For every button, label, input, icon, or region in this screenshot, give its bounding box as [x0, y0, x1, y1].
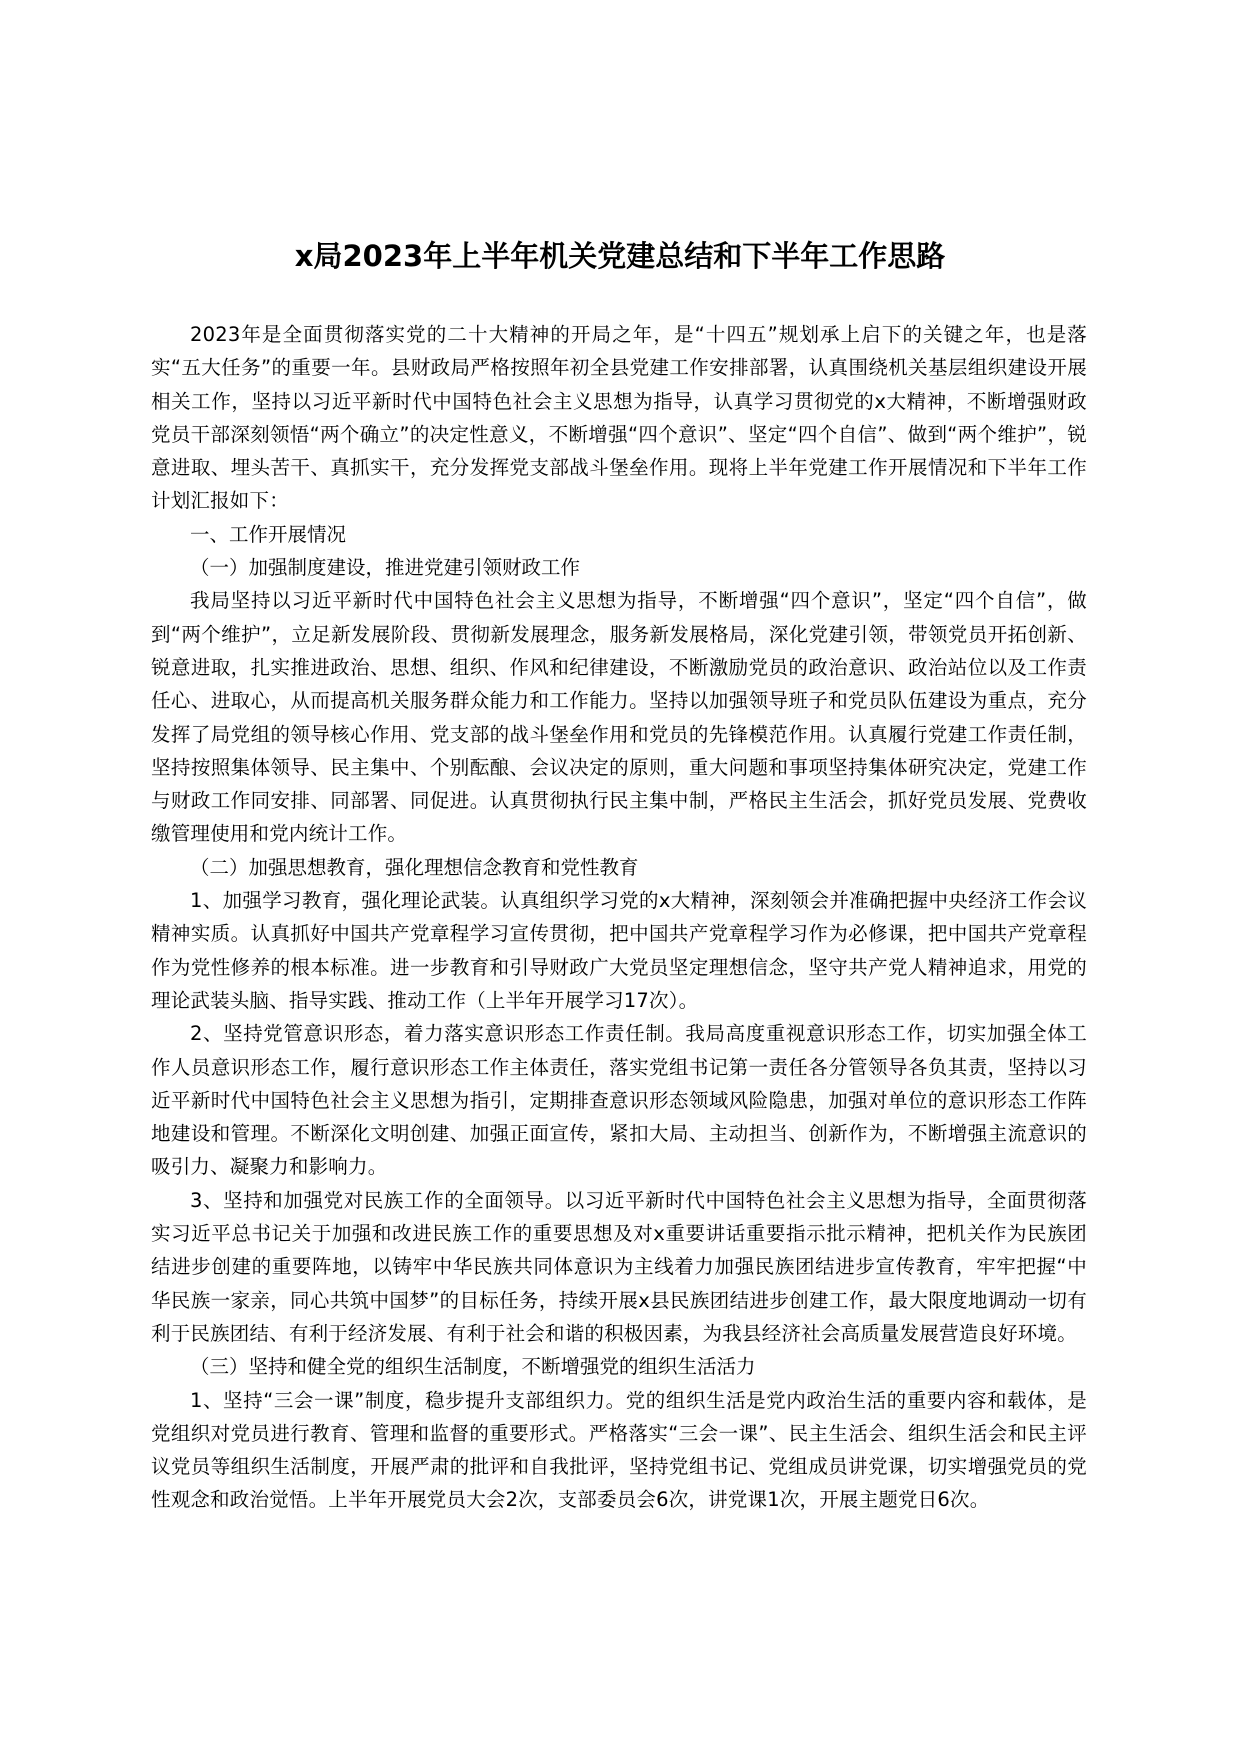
- paragraph-institution-building: 我局坚持以习近平新时代中国特色社会主义思想为指导，不断增强“四个意识”，坚定“四个自信”，做到“两个维护”，立足新发展阶段、贯彻新发展理念，服务新发展格局，深化党建引领，带领党员开拓创新、锐意进取，扎实推进政治、思想、组织、作风和纪律建设，不断激励党员的政治意识、政治站位以及工作责任心、进取心，从而提高机关服务群众能力和工作能力。坚持以加强领导班子和党员队伍建设为重点，充分发挥了局党组的领导核心作用、党支部的战斗堡垒作用和党员的先锋模范作用。认真履行党建工作责任制，坚持按照集体领导、民主集中、个别酝酿、会议决定的原则，重大问题和事项坚持集体研究决定，党建工作与财政工作同安排、同部署、同促进。认真贯彻执行民主集中制，严格民主生活会，抓好党员发展、党费收缴管理使用和党内统计工作。: [151, 589, 1087, 846]
- subsection-heading-2: （二）加强思想教育，强化理想信念教育和党性教育: [190, 855, 639, 879]
- subsection-heading-1: （一）加强制度建设，推进党建引领财政工作: [190, 556, 581, 580]
- subsection-heading-3: （三）坚持和健全党的组织生活制度，不断增强党的组织生活活力: [190, 1355, 756, 1379]
- intro-paragraph: 2023年是全面贯彻落实党的二十大精神的开局之年，是“十四五”规划承上启下的关键之年，也是落实“五大任务”的重要一年。县财政局严格按照年初全县党建工作安排部署，认真围绕机关基层组织建设开展相关工作，坚持以习近平新时代中国特色社会主义思想为指导，认真学习贯彻党的x大精神，不断增强财政党员干部深刻领悟“两个确立”的决定性意义，不断增强“四个意识”、坚定“四个自信”、做到“两个维护”，锐意进取、埋头苦干、真抓实干，充分发挥党支部战斗堡垒作用。现将上半年党建工作开展情况和下半年工作计划汇报如下：: [151, 323, 1087, 513]
- paragraph-ideology-work: 2、坚持党管意识形态，着力落实意识形态工作责任制。我局高度重视意识形态工作，切实加强全体工作人员意识形态工作，履行意识形态工作主体责任，落实党组书记第一责任各分管领导各负其责，坚持以习近平新时代中国特色社会主义思想为指引，定期排查意识形态领域风险隐患，加强对单位的意识形态工作阵地建设和管理。不断深化文明创建、加强正面宣传，紧扣大局、主动担当、创新作为，不断增强主流意识的吸引力、凝聚力和影响力。: [151, 1022, 1087, 1179]
- section-heading-1: 一、工作开展情况: [190, 522, 347, 546]
- paragraph-study-education: 1、加强学习教育，强化理论武装。认真组织学习党的x大精神，深刻领会并准确把握中央经济工作会议精神实质。认真抓好中国共产党章程学习宣传贯彻，把中国共产党章程学习作为必修课，把中国共产党章程作为党性修养的根本标准。进一步教育和引导财政广大党员坚定理想信念，坚守共产党人精神追求，用党的理论武装头脑、指导实践、推动工作（上半年开展学习17次）。: [151, 889, 1087, 1012]
- document-title: x局2023年上半年机关党建总结和下半年工作思路: [294, 239, 946, 273]
- document-body: [151, 318, 1087, 1517]
- paragraph-organization-life: 1、坚持“三会一课”制度，稳步提升支部组织力。党的组织生活是党内政治生活的重要内容和载体，是党组织对党员进行教育、管理和监督的重要形式。严格落实“三会一课”、民主生活会、组织生活会和民主评议党员等组织生活制度，开展严肃的批评和自我批评，坚持党组书记、党组成员讲党课，切实增强党员的党性观念和政治觉悟。上半年开展党员大会2次，支部委员会6次，讲党课1次，开展主题党日6次。: [151, 1388, 1087, 1512]
- paragraph-ethnic-work: 3、坚持和加强党对民族工作的全面领导。以习近平新时代中国特色社会主义思想为指导，全面贯彻落实习近平总书记关于加强和改进民族工作的重要思想及对x重要讲话重要指示批示精神，把机关作为民族团结进步创建的重要阵地，以铸牢中华民族共同体意识为主线着力加强民族团结进步宣传教育，牢牢把握“中华民族一家亲，同心共筑中国梦”的目标任务，持续开展x县民族团结进步创建工作，最大限度地调动一切有利于民族团结、有利于经济发展、有利于社会和谐的积极因素，为我县经济社会高质量发展营造良好环境。: [151, 1188, 1087, 1345]
